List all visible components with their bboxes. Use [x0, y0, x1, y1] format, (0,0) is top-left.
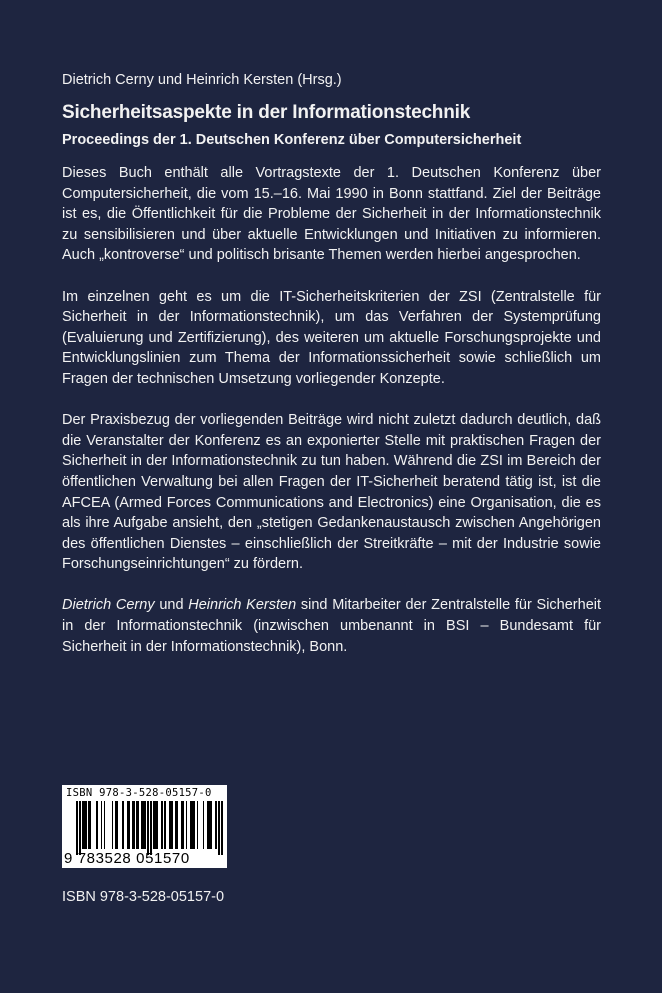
- barcode-module: [221, 801, 223, 855]
- barcode-isbn-label: ISBN 978-3-528-05157-0: [66, 787, 212, 799]
- blurb-text: [62, 163, 601, 678]
- book-subtitle: Proceedings der 1. Deutschen Konferenz über Computersicherheit: [62, 132, 522, 148]
- barcode-bars: [76, 801, 224, 849]
- isbn-text: ISBN 978-3-528-05157-0: [62, 889, 225, 905]
- author-name-1: Dietrich Cerny: [62, 597, 155, 614]
- blurb-paragraph-1: Dieses Buch enthält alle Vortragstexte der 1. Deutschen Konferenz über Computersicherheit, die vom 15.–16. Mai 1990 in Bonn stattfand. Ziel der Beiträge ist es, die Öffentlichkeit für die Probleme der Sicherheit in der Informationstechnik zu sensibilisieren und über aktuelle Entwicklungen und Initiativen zu informieren. Auch „kontroverse“ und politisch brisante Themen werden hierbei angesprochen.: [62, 165, 601, 264]
- authors-note-text: sind Mitarbeiter der Zentralstelle für Sicherheit in der Informationstechnik (inzwischen umbenannt in BSI – Bundesamt für Sicherheit in der Informationstechnik), Bonn.: [62, 597, 602, 655]
- barcode: [62, 785, 227, 868]
- author-name-2: Heinrich Kersten: [188, 597, 297, 614]
- authors-note: [62, 595, 601, 657]
- blurb-paragraph-3: Der Praxisbezug der vorliegenden Beiträge wird nicht zuletzt dadurch deutlich, daß die Veranstalter der Konferenz es an exponierter Stelle mit praktischen Fragen der Sicherheit in der Informationstechnik zu tun haben. Während die ZSI im Bereich der öffentlichen Verwaltung bei allen Fragen der IT-Sicherheit beratend tätig ist, ist die AFCEA (Armed Forces Communications and Electronics) eine Organisation, die es als ihre Aufgabe ansieht, den „stetigen Gedankenaustausch zwischen Angehörigen des öffentlichen Dienstes – einschließlich der Streitkräfte – mit der Industrie sowie Forschungseinrichtungen“ zu fördern.: [62, 412, 601, 573]
- authors-connector: und: [154, 597, 189, 614]
- book-title: Sicherheitsaspekte in der Informationstechnik: [62, 102, 471, 123]
- editors-line: Dietrich Cerny und Heinrich Kersten (Hrsg.): [62, 72, 342, 88]
- blurb-paragraph-2: Im einzelnen geht es um die IT-Sicherheitskriterien der ZSI (Zentralstelle für Sicherheit in der Informationstechnik), um das Verfahren der Systemprüfung (Evaluierung und Zertifizierung), des weiteren um aktuelle Forschungsprojekte und Entwicklungslinien zum Thema der Informationssicherheit sowie schließlich um Fragen der technischen Umsetzung vorliegender Konzepte.: [62, 288, 601, 387]
- barcode-digits: 9 783528 051570: [64, 850, 190, 867]
